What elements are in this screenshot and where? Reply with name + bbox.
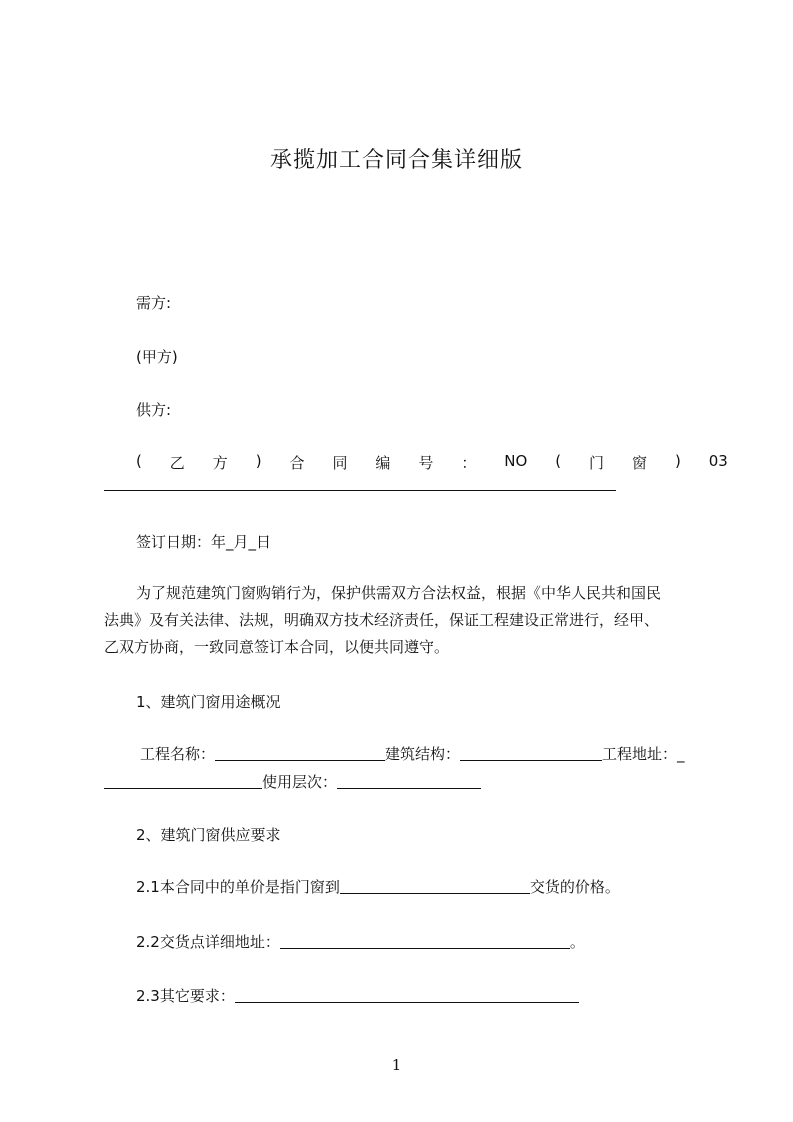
page-number: 1 bbox=[391, 1056, 402, 1074]
contract-no-char: 号 bbox=[418, 454, 434, 472]
contract-no-char: 03 bbox=[708, 452, 728, 470]
other-requirements-blank[interactable] bbox=[235, 987, 579, 1003]
contract-number-blank[interactable] bbox=[104, 490, 616, 491]
intro-line: 为了规范建筑门窗购销行为，保护供需双方合法权益，根据《中华人民共和国民 bbox=[136, 584, 662, 602]
contract-number-line bbox=[136, 452, 728, 473]
sign-date: 签订日期：年_月_日 bbox=[136, 533, 272, 551]
address-label: 工程地址：_ bbox=[602, 745, 685, 763]
contract-no-char: 乙 bbox=[169, 454, 185, 472]
address-blank[interactable] bbox=[104, 773, 262, 789]
floors-blank[interactable] bbox=[337, 773, 481, 789]
structure-blank[interactable] bbox=[460, 745, 602, 761]
contract-no-char: 编 bbox=[375, 454, 391, 472]
intro-line: 乙双方协商，一致同意签订本合同，以便共同遵守。 bbox=[104, 638, 450, 656]
contract-no-char: ： bbox=[461, 454, 477, 472]
intro-line: 法典》及有关法律、法规，明确双方技术经济责任，保证工程建设正常进行，经甲、 bbox=[104, 611, 660, 629]
item-2-1 bbox=[136, 874, 620, 900]
contract-no-char: 方 bbox=[212, 454, 228, 472]
contract-no-char: 门 bbox=[589, 454, 605, 472]
contract-no-char: ) bbox=[255, 452, 262, 470]
item-2-2-label: 2.2交货点详细地址： bbox=[136, 933, 280, 951]
party-a-label: (甲方) bbox=[136, 348, 178, 366]
supplier-label: 供方: bbox=[136, 401, 172, 419]
contract-no-char: ) bbox=[674, 452, 681, 470]
section1-heading: 1、建筑门窗用途概况 bbox=[136, 693, 281, 711]
project-name-blank[interactable] bbox=[215, 745, 385, 761]
item-2-3-label: 2.3其它要求： bbox=[136, 987, 235, 1005]
document-title: 承揽加工合同合集详细版 bbox=[269, 148, 523, 173]
contract-no-char: 同 bbox=[332, 454, 348, 472]
delivery-place-blank[interactable] bbox=[340, 878, 530, 894]
item-2-2-suffix: 。 bbox=[569, 933, 585, 951]
project-info-line bbox=[140, 741, 685, 767]
contract-no-char: NO bbox=[504, 452, 528, 470]
floors-label: 使用层次： bbox=[262, 773, 338, 791]
contract-no-char: ( bbox=[555, 452, 562, 470]
project-name-label: 工程名称： bbox=[140, 745, 216, 763]
contract-no-char: ( bbox=[136, 452, 142, 470]
floors-line bbox=[104, 769, 481, 795]
contract-no-char: 合 bbox=[289, 454, 305, 472]
structure-label: 建筑结构： bbox=[385, 745, 461, 763]
section2-heading: 2、建筑门窗供应要求 bbox=[136, 826, 281, 844]
demander-label: 需方: bbox=[136, 294, 172, 312]
item-2-3 bbox=[136, 983, 579, 1009]
delivery-address-blank[interactable] bbox=[280, 933, 570, 949]
item-2-1-suffix: 交货的价格。 bbox=[529, 878, 620, 896]
item-2-1-prefix: 2.1本合同中的单价是指门窗到 bbox=[136, 878, 340, 896]
contract-no-char: 窗 bbox=[631, 454, 647, 472]
item-2-2 bbox=[136, 929, 585, 955]
